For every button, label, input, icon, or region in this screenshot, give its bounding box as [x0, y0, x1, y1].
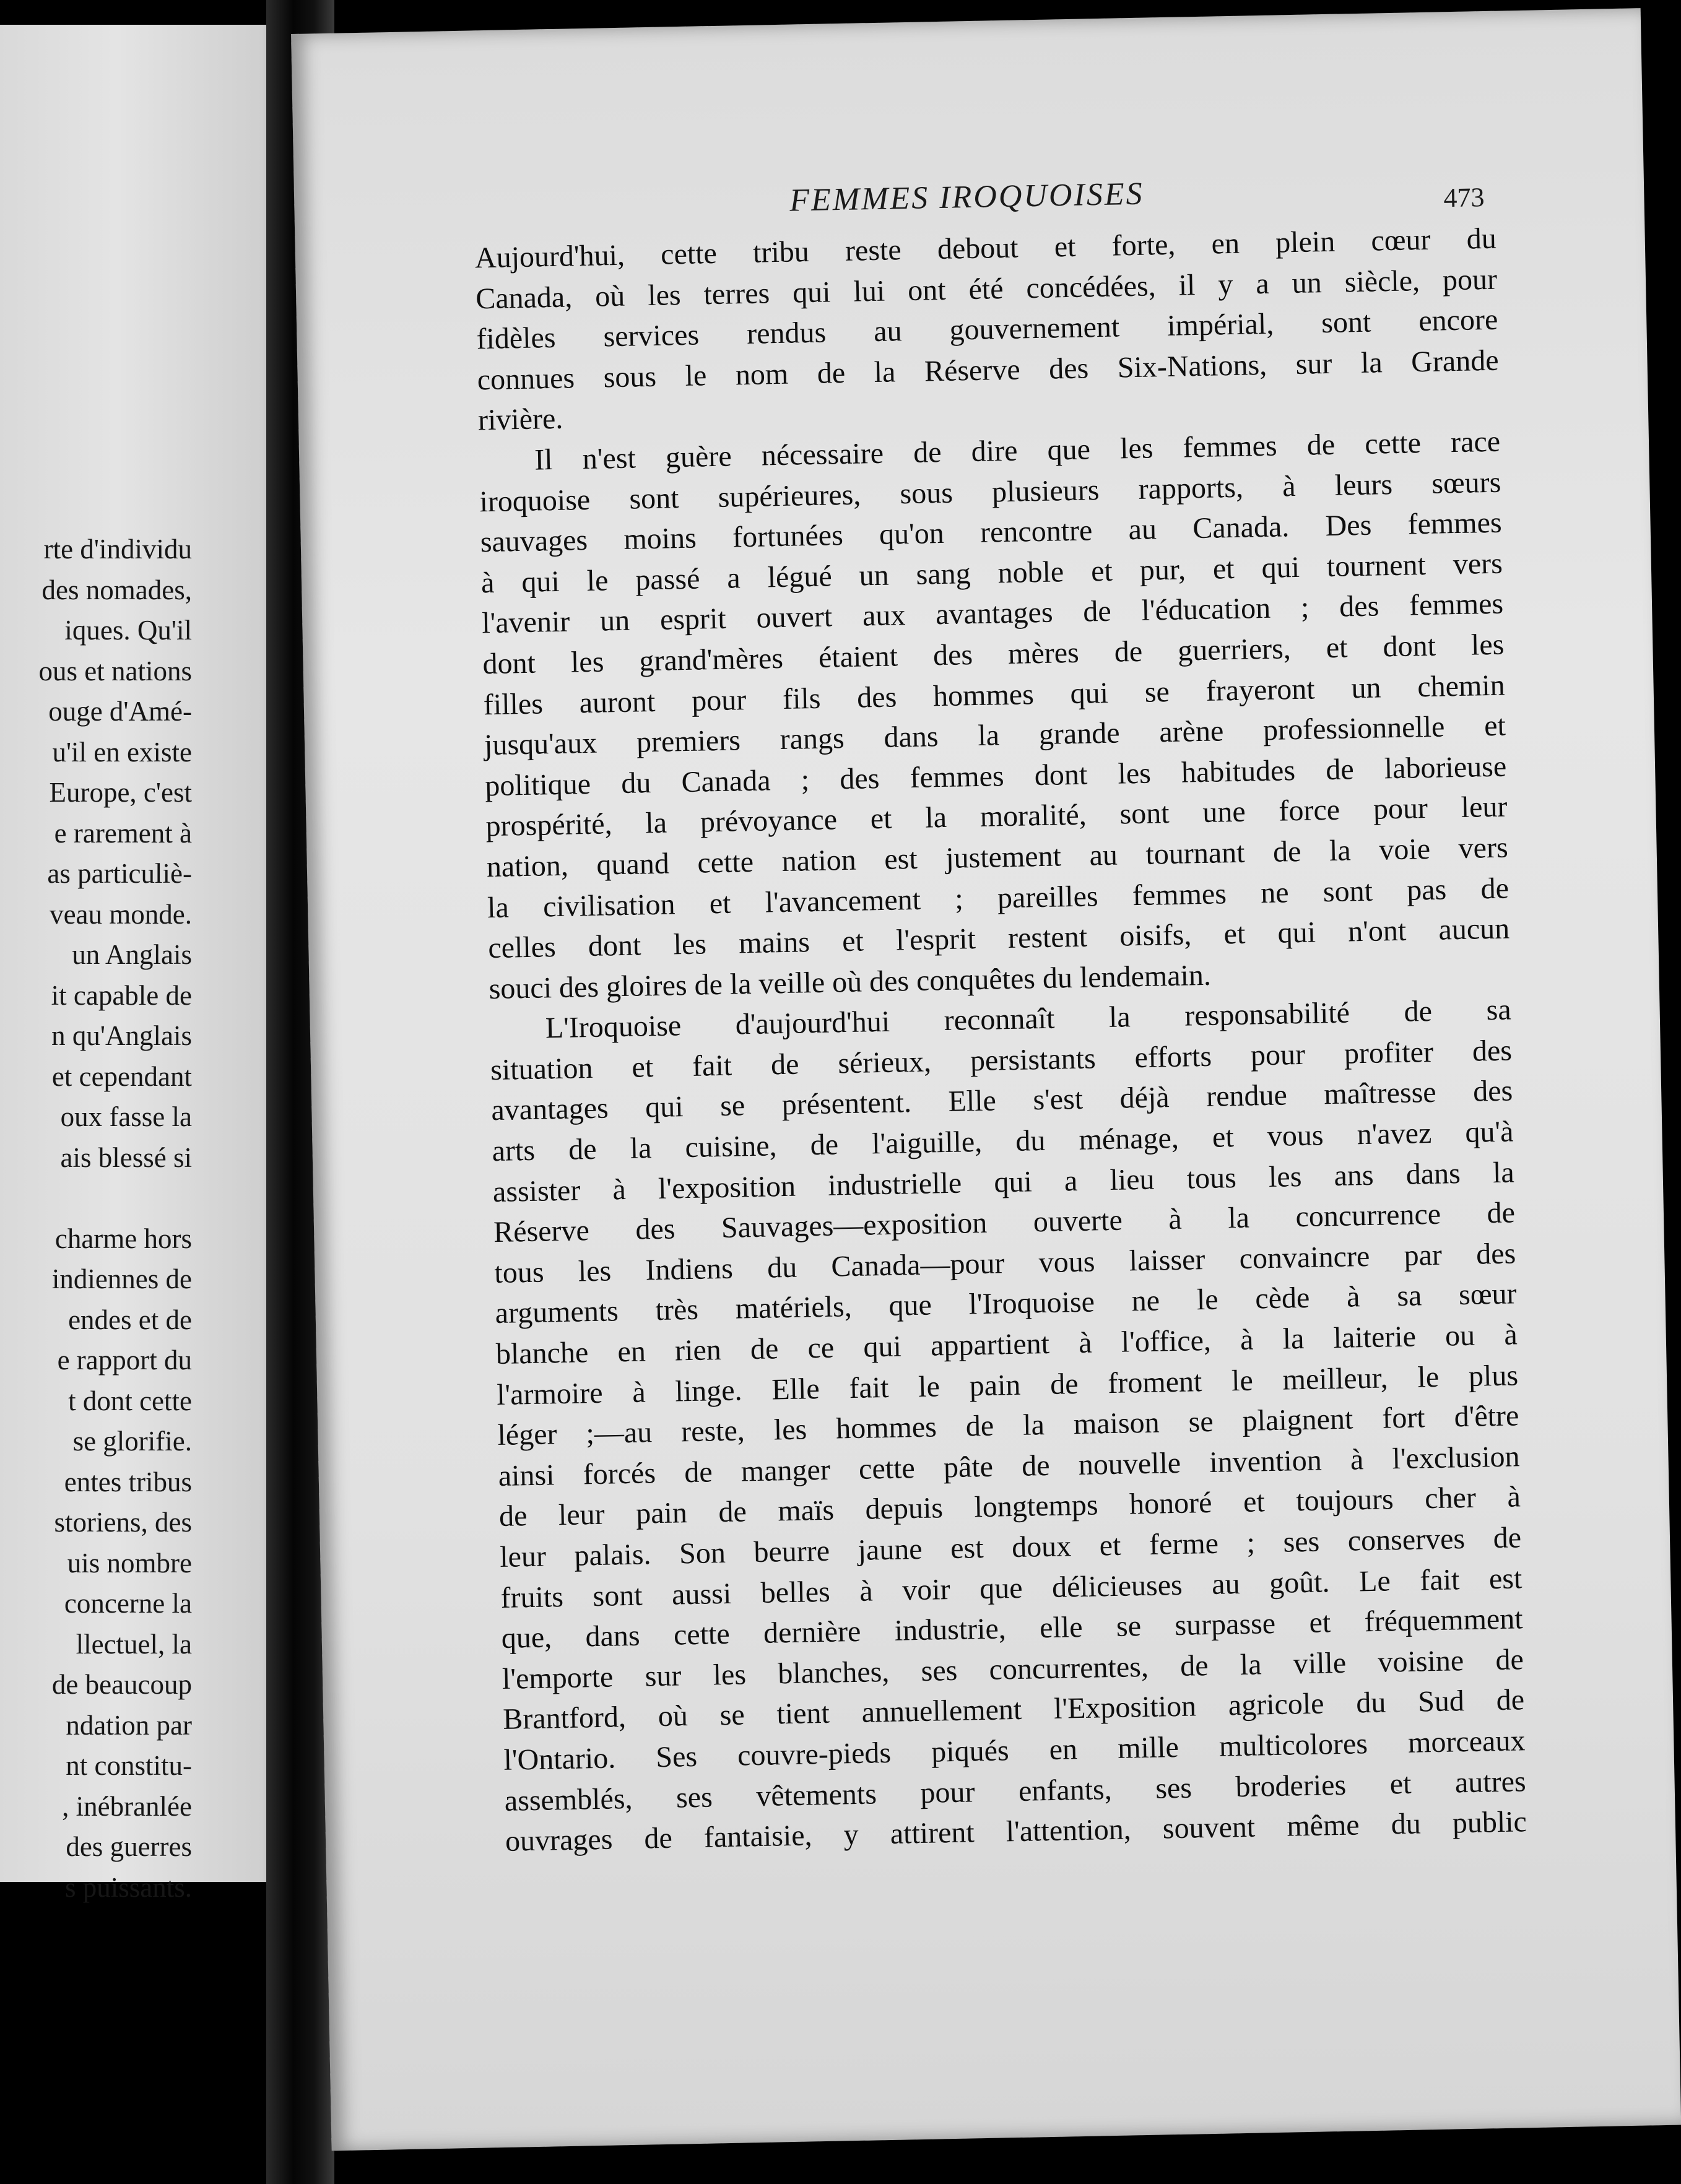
previous-page-line: , inébranlée	[62, 1790, 192, 1822]
previous-page-line: endes et de	[68, 1304, 192, 1335]
text-line: à qui le passé a légué un sang noble et pur, et qui tournent vers	[480, 547, 1503, 600]
previous-page-line: se glorifie.	[72, 1426, 192, 1457]
previous-page-line: entes tribus	[64, 1466, 192, 1497]
previous-page-line: charme hors	[54, 1223, 192, 1254]
text-line: ouvrages de fantaisie, y attirent l'attention, souvent même du public	[505, 1805, 1527, 1858]
previous-page-line: e rapport du	[57, 1345, 192, 1376]
previous-page-line: u'il en existe	[52, 736, 192, 768]
text-line: prospérité, la prévoyance et la moralité, sont une force pour leur	[485, 790, 1508, 843]
previous-page-line: storiens, des	[54, 1507, 192, 1538]
page-number: 473	[1443, 182, 1485, 214]
previous-page-line: indiennes de	[51, 1263, 192, 1294]
text-line: l'armoire à linge. Elle fait le pain de froment le meilleur, le plus	[496, 1358, 1519, 1411]
previous-page-fragment	[0, 25, 291, 1903]
body-text	[474, 219, 1527, 1862]
text-line: L'Iroquoise d'aujourd'hui reconnaît la responsabilité de sa	[545, 993, 1512, 1045]
text-line: Il n'est guère nécessaire de dire que les femmes de cette race	[534, 425, 1501, 477]
text-line: Canada, où les terres qui lui ont été concédées, il y a un siècle, pour	[475, 262, 1498, 315]
previous-page-line: ais blessé si	[60, 1142, 192, 1173]
text-line: Aujourd'hui, cette tribu reste debout et forte, en plein cœur du	[474, 222, 1497, 275]
previous-page-text	[39, 529, 192, 1908]
text-line: avantages qui se présentent. Elle s'est déjà rendue maîtresse des	[490, 1074, 1513, 1127]
previous-page-line: veau monde.	[50, 898, 192, 930]
text-line: de leur pain de maïs depuis longtemps honoré et toujours cher à	[498, 1480, 1521, 1533]
text-line: souci des gloires de la veille où des conquêtes du lendemain.	[489, 958, 1212, 1005]
previous-page-line: n qu'Anglais	[51, 1020, 192, 1051]
previous-page-line: nt constitu-	[66, 1750, 192, 1781]
text-line: tous les Indiens du Canada—pour vous laisser convaincre par des	[493, 1237, 1516, 1289]
previous-page-line	[39, 1178, 192, 1219]
text-line: situation et fait de sérieux, persistants efforts pour profiter des	[490, 1034, 1513, 1086]
previous-page-line: oux fasse la	[60, 1101, 192, 1132]
text-line: politique du Canada ; des femmes dont les habitudes de laborieuse	[484, 750, 1507, 802]
main-page	[291, 8, 1681, 2151]
running-title: FEMMES IROQUOISES	[789, 176, 1145, 219]
text-line: l'emporte sur les blanches, ses concurrentes, de la ville voisine de	[502, 1643, 1524, 1696]
previous-page-line: rte d'individu	[43, 534, 192, 565]
previous-page-line: et cependant	[51, 1060, 192, 1092]
previous-page-line: iques. Qu'il	[64, 615, 192, 646]
text-line: arguments très matériels, que l'Iroquoise ne le cède à sa sœur	[495, 1277, 1517, 1330]
text-line: Réserve des Sauvages—exposition ouverte à la concurrence de	[493, 1196, 1516, 1249]
text-line: celles dont les mains et l'esprit restent oisifs, et qui n'ont aucun	[487, 912, 1510, 965]
text-line: fruits sont aussi belles à voir que délicieuses au goût. Le fait est	[500, 1561, 1522, 1614]
previous-page-line: ndation par	[66, 1709, 192, 1741]
text-line: ainsi forcés de manger cette pâte de nouvelle invention à l'exclusion	[498, 1440, 1520, 1493]
text-line: connues sous le nom de la Réserve des Six-Nations, sur la Grande	[477, 344, 1499, 397]
previous-page-line: Europe, c'est	[49, 777, 192, 808]
text-line: léger ;—au reste, les hommes de la maison se plaignent fort d'être	[497, 1399, 1519, 1452]
previous-page-line: uis nombre	[67, 1547, 192, 1579]
text-line: Brantford, où se tient annuellement l'Exposition agricole du Sud de	[502, 1683, 1525, 1736]
text-line: l'Ontario. Ses couvre-pieds piqués en mille multicolores morceaux	[503, 1724, 1526, 1777]
previous-page-line: de beaucoup	[51, 1669, 192, 1700]
text-line: jusqu'aux premiers rangs dans la grande arène professionnelle et	[484, 709, 1506, 762]
text-line: nation, quand cette nation est justement au tournant de la voie vers	[486, 831, 1509, 884]
text-line: filles auront pour fils des hommes qui se frayeront un chemin	[483, 669, 1506, 721]
previous-page-line: un Anglais	[72, 939, 192, 970]
previous-page-line: des guerres	[66, 1831, 192, 1862]
previous-page-line: des nomades,	[41, 574, 192, 605]
text-line: assemblés, ses vêtements pour enfants, ses broderies et autres	[504, 1764, 1527, 1818]
text-line: iroquoise sont supérieures, sous plusieurs rapports, à leurs sœurs	[479, 466, 1501, 518]
previous-page-line: as particuliè-	[47, 858, 192, 889]
previous-page-line: concerne la	[64, 1588, 192, 1619]
text-line: la civilisation et l'avancement ; pareilles femmes ne sont pas de	[487, 872, 1509, 924]
text-line: arts de la cuisine, de l'aiguille, du ménage, et vous n'avez qu'à	[492, 1115, 1514, 1168]
previous-page-line: it capable de	[51, 979, 192, 1011]
text-line: fidèles services rendus au gouvernement impérial, sont encore	[476, 303, 1498, 356]
previous-page-line: ous et nations	[38, 655, 192, 687]
previous-page-line: ouge d'Amé-	[48, 696, 192, 727]
previous-page-line: e rarement à	[54, 817, 192, 849]
text-line: dont les grand'mères étaient des mères de guerriers, et dont les	[482, 628, 1505, 681]
text-line: rivière.	[477, 402, 563, 437]
previous-page-line: llectuel, la	[76, 1628, 192, 1660]
text-line: assister à l'exposition industrielle qui a lieu tous les ans dans la	[492, 1156, 1515, 1208]
text-line: blanche en rien de ce qui appartient à l'office, à la laiterie ou à	[495, 1318, 1518, 1371]
text-line: que, dans cette dernière industrie, elle se surpasse et fréquemment	[501, 1602, 1524, 1655]
previous-page-line: s puissants.	[64, 1871, 192, 1903]
previous-page-line: t dont cette	[68, 1385, 192, 1416]
text-line: leur palais. Son beurre jaune est doux et ferme ; ses conserves de	[499, 1521, 1522, 1574]
text-line: sauvages moins fortunées qu'on rencontre au Canada. Des femmes	[480, 506, 1503, 559]
text-line: l'avenir un esprit ouvert aux avantages de l'éducation ; des femmes	[481, 587, 1504, 640]
